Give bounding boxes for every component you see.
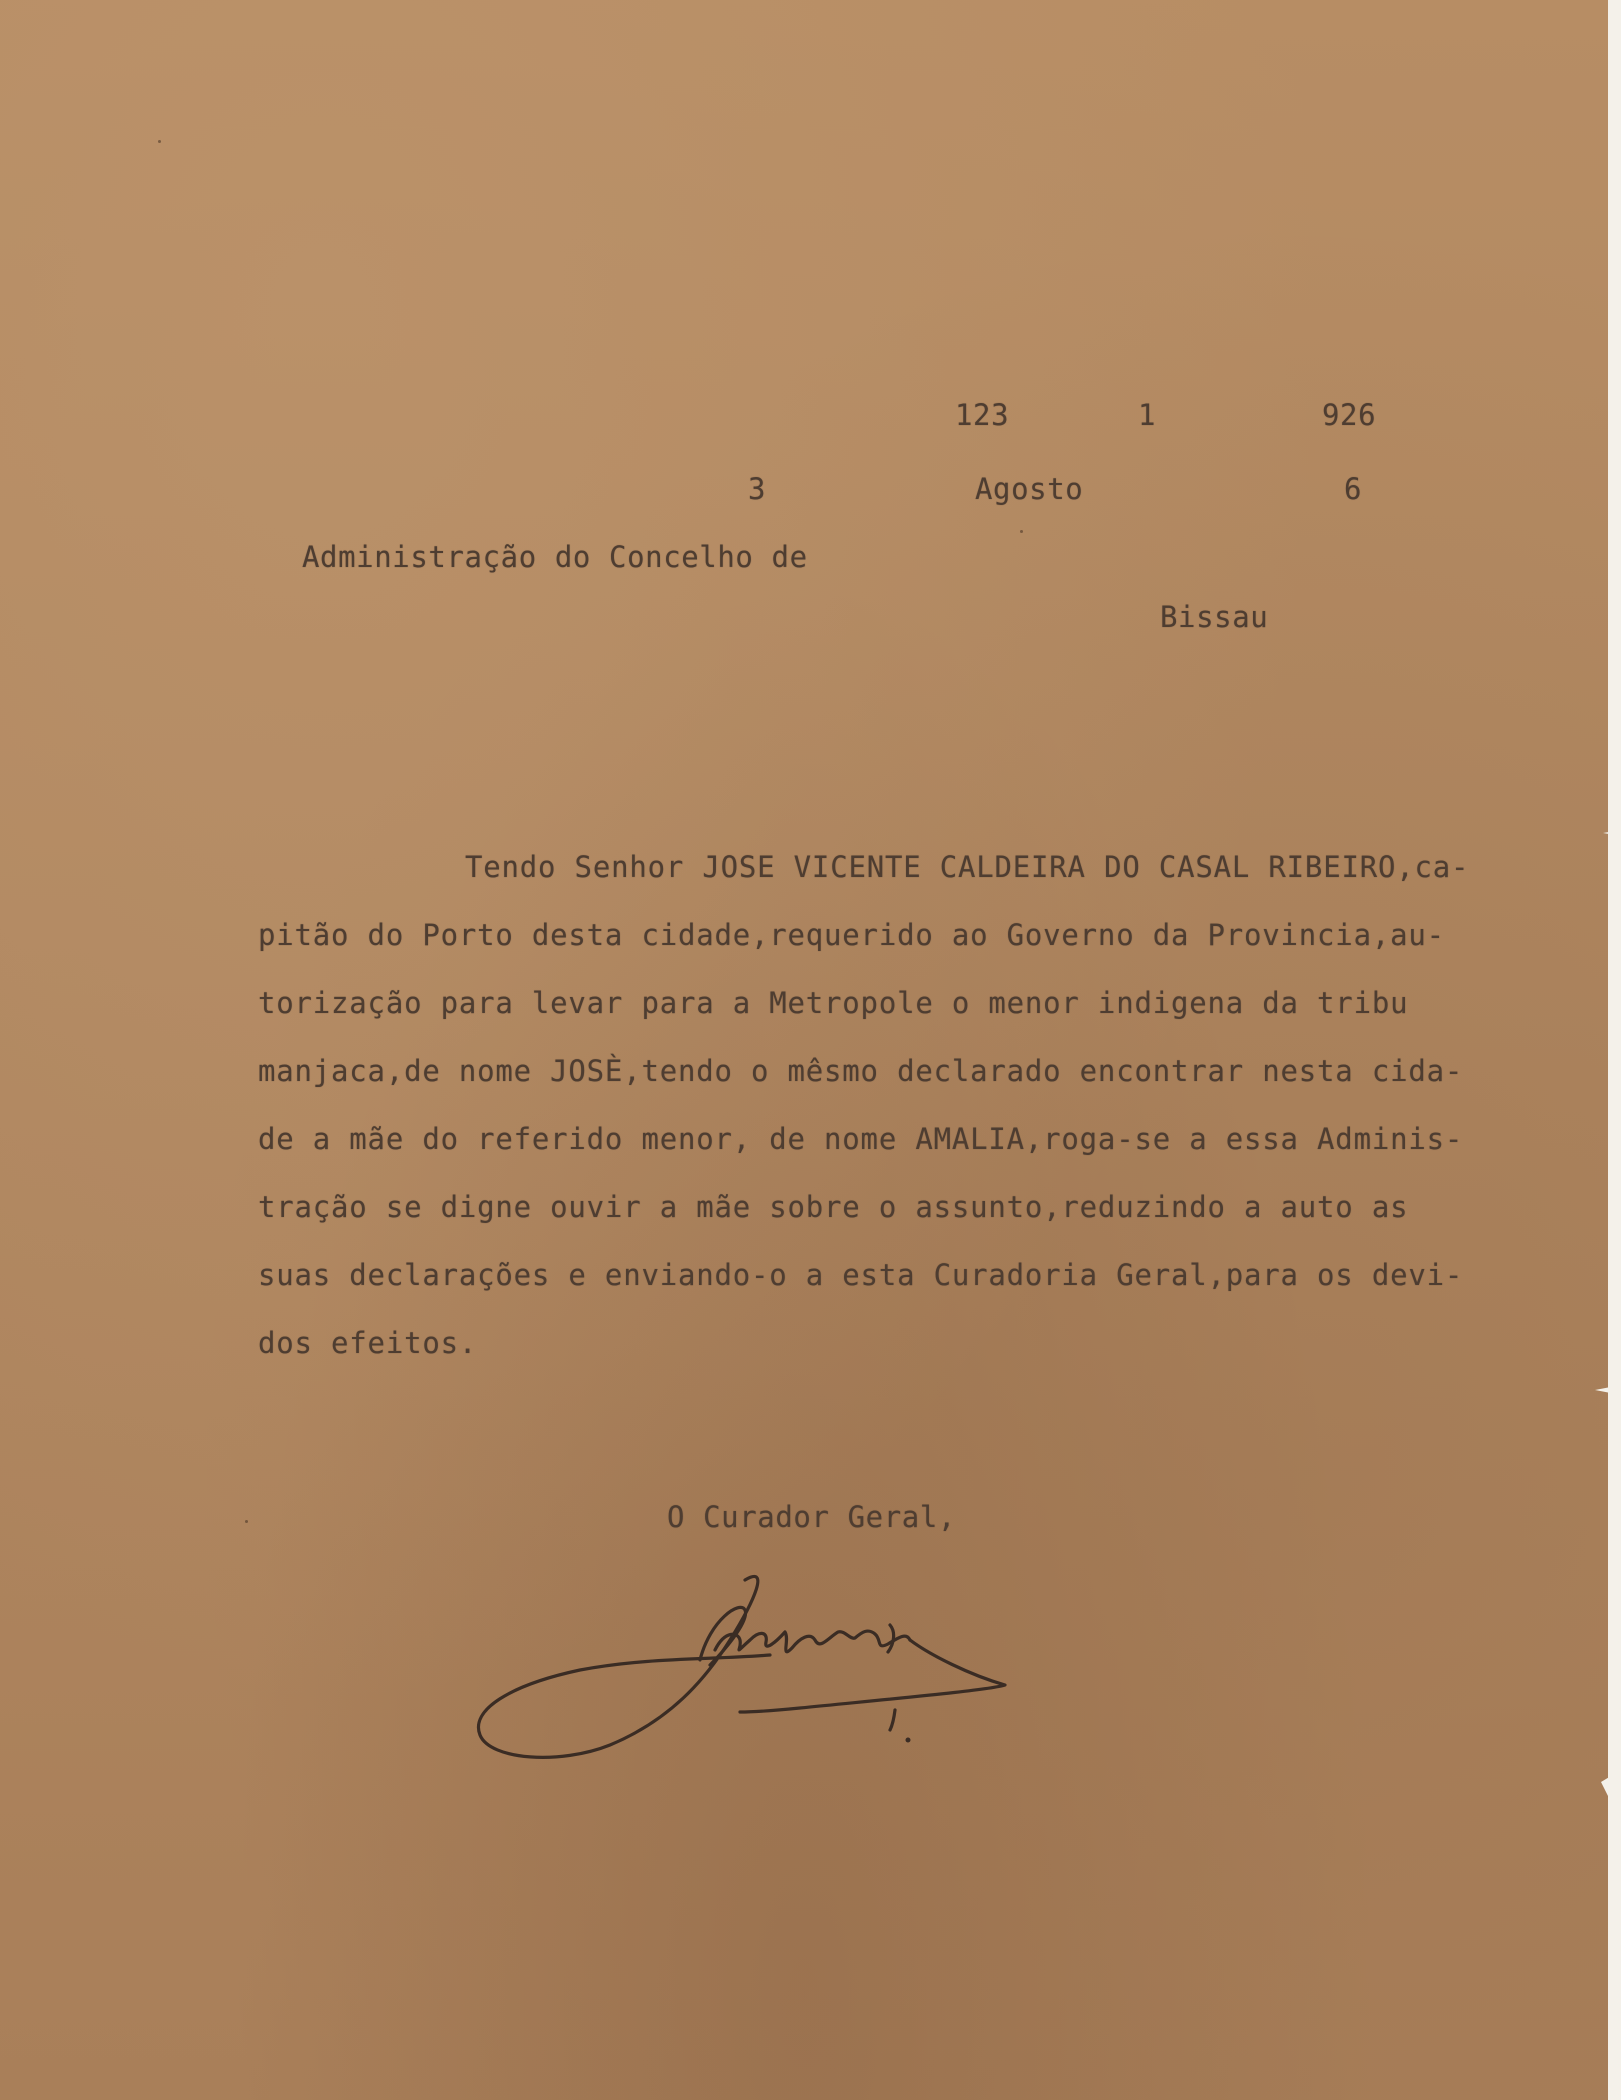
body-line: dos efeitos. <box>258 1326 478 1360</box>
reference-number: 123 <box>955 398 1010 432</box>
body-line: pitão do Porto desta cidade,requerido ao Governo da Provincia,au- <box>258 918 1445 952</box>
paper-speck <box>1020 530 1023 533</box>
paper-speck <box>158 140 161 143</box>
body-line: de a mãe do referido menor, de nome AMALIA,roga-se a essa Adminis- <box>258 1122 1464 1156</box>
date-day: 3 <box>748 472 767 506</box>
addressee-city: Bissau <box>1160 600 1269 634</box>
body-line: manjaca,de nome JOSÈ,tendo o mêsmo declarado encontrar nesta cida- <box>258 1054 1464 1088</box>
addressee-line: Administração do Concelho de <box>302 540 808 574</box>
closing-title: O Curador Geral, <box>667 1500 956 1534</box>
body-line: Tendo Senhor JOSE VICENTE CALDEIRA DO CASAL RIBEIRO,ca- <box>465 850 1470 884</box>
paper-speck <box>245 1520 248 1523</box>
body-line: torização para levar para a Metropole o menor indigena da tribu <box>258 986 1409 1020</box>
date-year: 6 <box>1344 472 1363 506</box>
body-line: tração se digne ouvir a mãe sobre o assunto,reduzindo a auto as <box>258 1190 1409 1224</box>
reference-series: 1 <box>1138 398 1157 432</box>
reference-year: 926 <box>1322 398 1377 432</box>
handwritten-signature <box>470 1560 1070 1770</box>
body-line: suas declarações e enviando-o a esta Curadoria Geral,para os devi- <box>258 1258 1464 1292</box>
date-month: Agosto <box>975 472 1084 506</box>
